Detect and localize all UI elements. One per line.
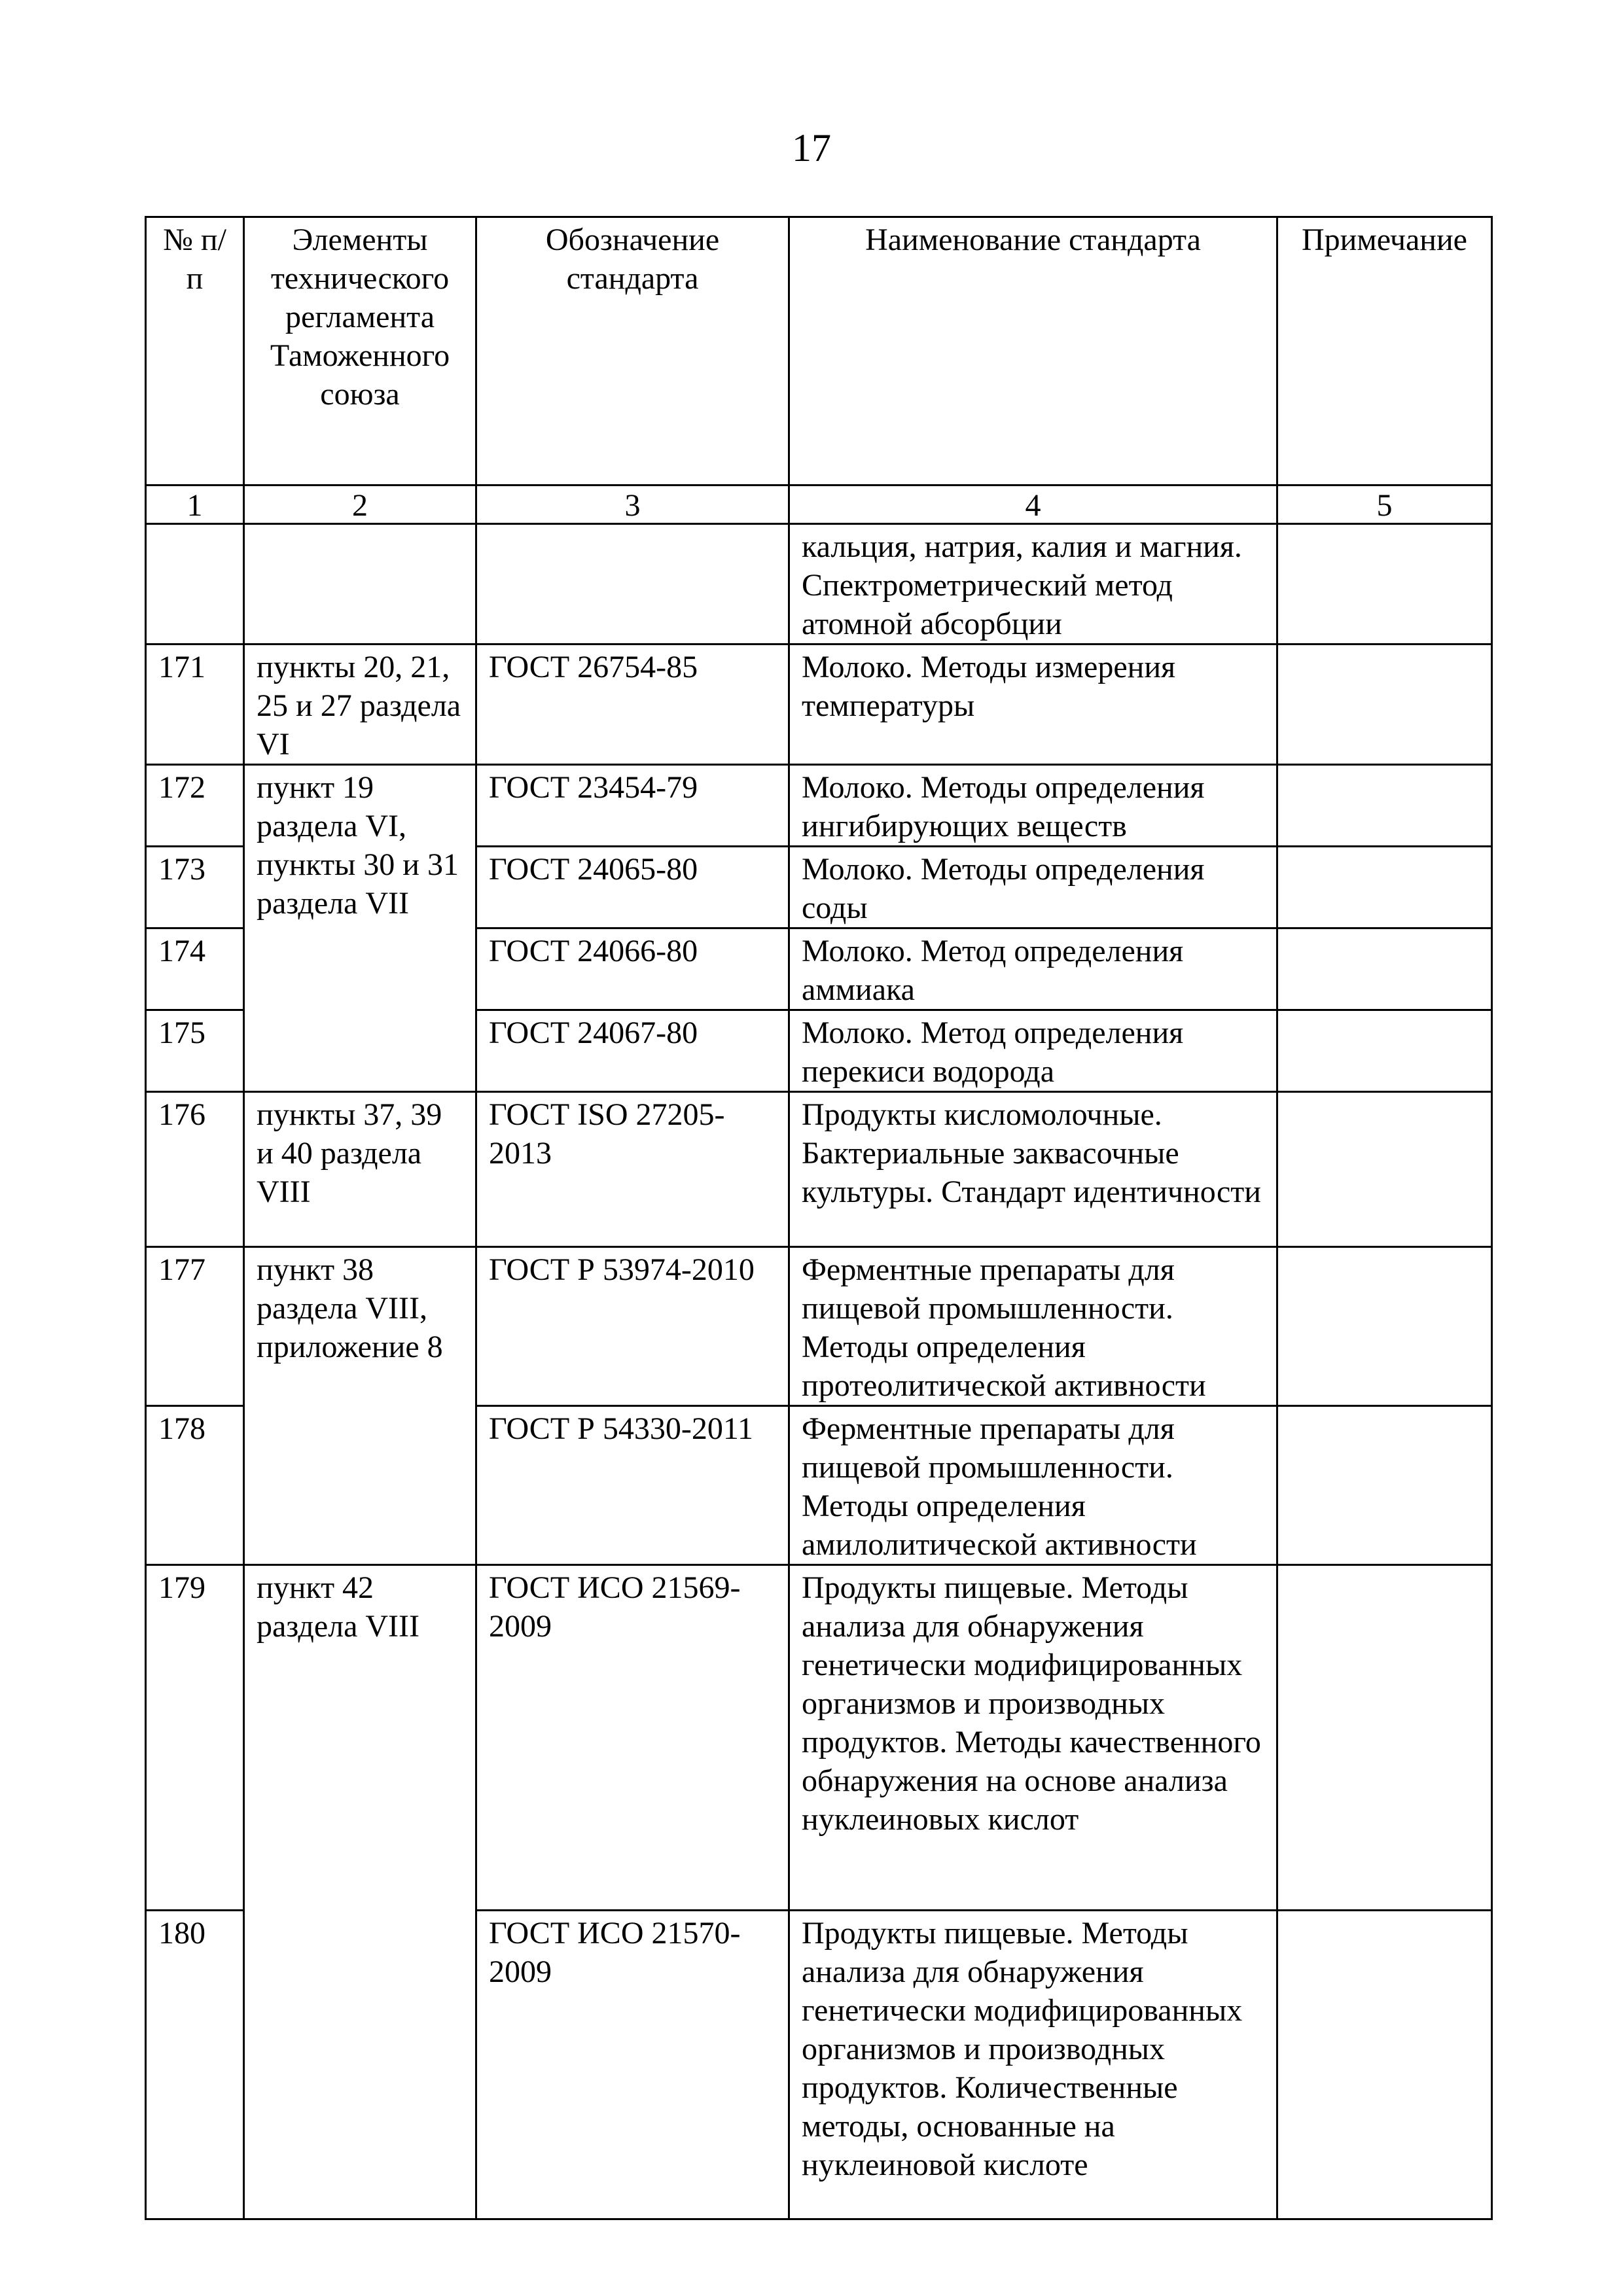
- header-elements: Элементы технического регламента Таможенного союза: [244, 217, 476, 486]
- row-code: ГОСТ 23454-79: [476, 765, 789, 847]
- row-note: [1277, 1565, 1492, 1911]
- row-code: ГОСТ 24065-80: [476, 847, 789, 928]
- row-elements: пункты 37, 39 и 40 раздела VIII: [244, 1092, 476, 1247]
- table-row: [146, 1092, 1492, 1247]
- row-number: 171: [146, 645, 244, 765]
- row-note: [1277, 1911, 1492, 2219]
- row-number: [146, 524, 244, 645]
- row-note: [1277, 928, 1492, 1010]
- row-code: ГОСТ ИСО 21569-2009: [476, 1565, 789, 1911]
- row-elements: пункты 20, 21, 25 и 27 раздела VI: [244, 645, 476, 765]
- row-code: [476, 524, 789, 645]
- row-code: ГОСТ 24067-80: [476, 1010, 789, 1092]
- row-number: 178: [146, 1406, 244, 1565]
- header-note: Примечание: [1277, 217, 1492, 486]
- column-number: 4: [789, 486, 1277, 524]
- row-elements: пункт 19 раздела VI, пункты 30 и 31 раздела VII: [244, 765, 476, 1092]
- header-code: Обозначение стандарта: [476, 217, 789, 486]
- row-note: [1277, 847, 1492, 928]
- table-row: [146, 765, 1492, 847]
- row-elements: [244, 524, 476, 645]
- header-name: Наименование стандарта: [789, 217, 1277, 486]
- page-number: 17: [792, 126, 831, 169]
- row-note: [1277, 1010, 1492, 1092]
- table-header-row: [146, 217, 1492, 486]
- row-name: кальция, натрия, калия и магния. Спектрометрический метод атомной абсорбции: [789, 524, 1277, 645]
- row-name: Молоко. Метод определения перекиси водорода: [789, 1010, 1277, 1092]
- row-note: [1277, 524, 1492, 645]
- row-number: 177: [146, 1247, 244, 1406]
- row-code: ГОСТ ISO 27205-2013: [476, 1092, 789, 1247]
- row-number: 173: [146, 847, 244, 928]
- row-number: 174: [146, 928, 244, 1010]
- row-elements: пункт 38 раздела VIII, приложение 8: [244, 1247, 476, 1565]
- row-number: 176: [146, 1092, 244, 1247]
- table-row-continuation: [146, 524, 1492, 645]
- row-code: ГОСТ Р 54330-2011: [476, 1406, 789, 1565]
- row-code: ГОСТ Р 53974-2010: [476, 1247, 789, 1406]
- row-name: Молоко. Методы определения ингибирующих веществ: [789, 765, 1277, 847]
- column-number: 5: [1277, 486, 1492, 524]
- standards-table: [145, 216, 1493, 2220]
- row-elements: пункт 42 раздела VIII: [244, 1565, 476, 2219]
- row-number: 172: [146, 765, 244, 847]
- row-name: Молоко. Методы определения соды: [789, 847, 1277, 928]
- column-number: 1: [146, 486, 244, 524]
- row-note: [1277, 645, 1492, 765]
- row-note: [1277, 765, 1492, 847]
- table-row: [146, 1247, 1492, 1406]
- row-number: 175: [146, 1010, 244, 1092]
- column-number: 3: [476, 486, 789, 524]
- row-name: Ферментные препараты для пищевой промышленности. Методы определения протеолитической активности: [789, 1247, 1277, 1406]
- row-name: Ферментные препараты для пищевой промышленности. Методы определения амилолитической активности: [789, 1406, 1277, 1565]
- row-name: Продукты кисломолочные. Бактериальные заквасочные культуры. Стандарт идентичности: [789, 1092, 1277, 1247]
- row-name: Молоко. Метод определения аммиака: [789, 928, 1277, 1010]
- row-note: [1277, 1247, 1492, 1406]
- table-row: [146, 1565, 1492, 1911]
- header-number: № п/п: [146, 217, 244, 486]
- column-number: 2: [244, 486, 476, 524]
- row-code: ГОСТ ИСО 21570-2009: [476, 1911, 789, 2219]
- column-number-row: [146, 486, 1492, 524]
- row-number: 179: [146, 1565, 244, 1911]
- row-code: ГОСТ 24066-80: [476, 928, 789, 1010]
- row-code: ГОСТ 26754-85: [476, 645, 789, 765]
- row-name: Продукты пищевые. Методы анализа для обнаружения генетически модифицированных организмов и производных продуктов. Методы качественного обнаружения на основе анализа нуклеиновых кислот: [789, 1565, 1277, 1911]
- row-number: 180: [146, 1911, 244, 2219]
- row-name: Продукты пищевые. Методы анализа для обнаружения генетически модифицированных организмов и производных продуктов. Количественные методы, основанные на нуклеиновой кислоте: [789, 1911, 1277, 2219]
- table-row: [146, 645, 1492, 765]
- row-note: [1277, 1092, 1492, 1247]
- row-note: [1277, 1406, 1492, 1565]
- row-name: Молоко. Методы измерения температуры: [789, 645, 1277, 765]
